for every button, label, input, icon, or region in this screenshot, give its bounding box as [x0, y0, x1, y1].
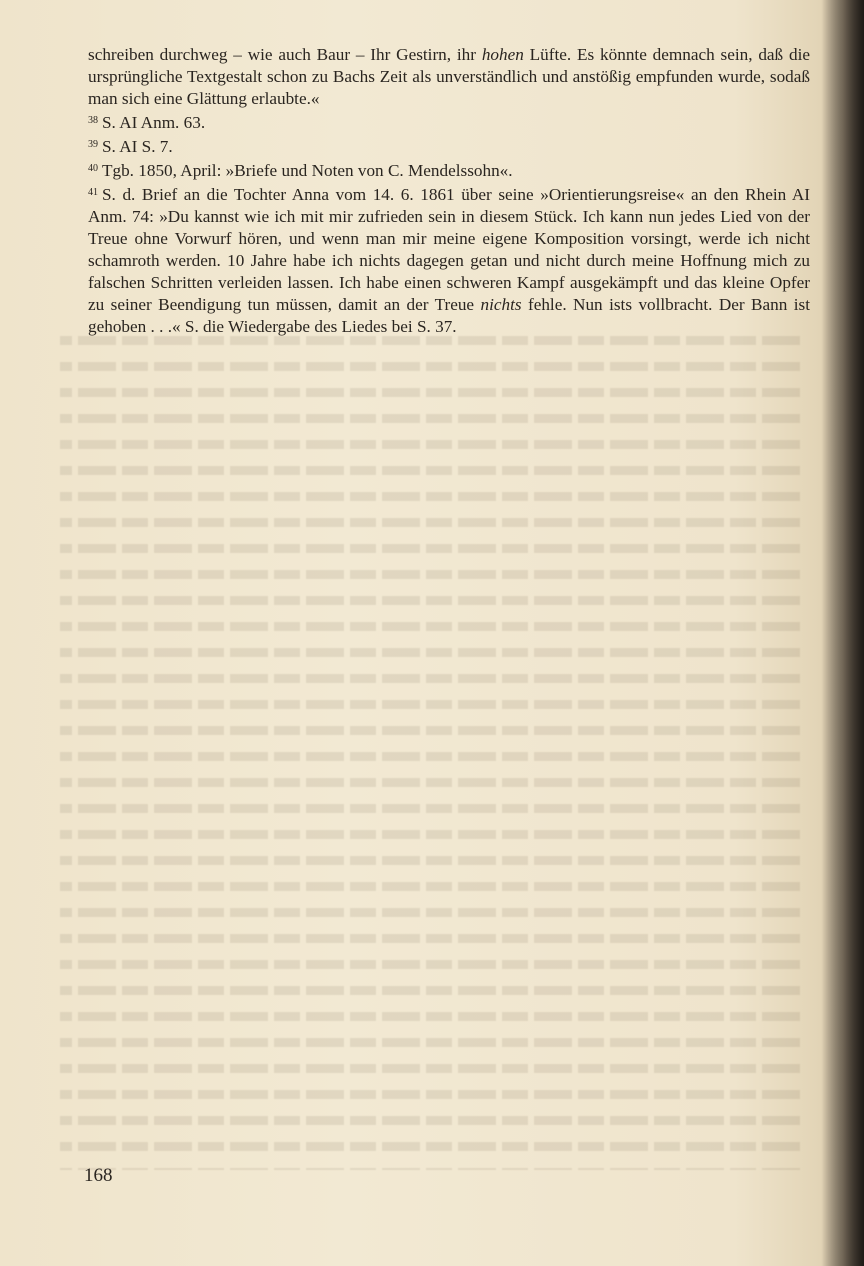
show-through-text [60, 330, 800, 1170]
footnote-38: $^{38}$ S. AI Anm. 63. [88, 113, 206, 132]
emphasis-nichts: nichts [480, 295, 522, 314]
book-spine-shadow [822, 0, 864, 1266]
emphasis-hohen: hohen [481, 45, 524, 64]
footnote-block [88, 44, 810, 338]
footnote-40: $^{40}$ Tgb. 1850, April: »Briefe und Noten von C. Mendelssohn«. [88, 161, 513, 180]
page-number: 168 [84, 1165, 113, 1186]
footnote-39: $^{39}$ S. AI S. 7. [88, 137, 173, 156]
intro-paragraph: schreiben durchweg – wie auch Baur – Ihr Gestirn, ihr hohen Lüfte. Es könnte demnach sein, daß die ursprüngliche Textgestalt schon zu Bachs Zeit als unverständlich und anstößig empfunden wurde, sodaß man sich eine Glättung erlaubte.« [88, 45, 810, 108]
footnote-41: $^{41}$ S. d. Brief an die Tochter Anna vom 14. 6. 1861 über seine »Orientierungsreise« an den Rhein AI Anm. 74: »Du kannst wie ich mit mir zufrieden sein in diesem Stück. Ich kann nun jedes Lied von der Treue ohne Vorwurf hören, und wenn man mir meine eigene Komposition vorsingt, werde ich nicht schamroth werden. 10 Jahre habe ich nichts dagegen getan und nicht durch meine Hoffnung mich zu falschen Schritten verleiden lassen. Ich habe einen schweren Kampf ausgekämpft und das kleine Opfer zu seiner Beendigung tun müssen, damit an der Treue nichts fehle. Nun ists vollbracht. Der Bann ist gehoben . . .« S. die Wiedergabe des Liedes bei S. 37. [88, 185, 810, 336]
